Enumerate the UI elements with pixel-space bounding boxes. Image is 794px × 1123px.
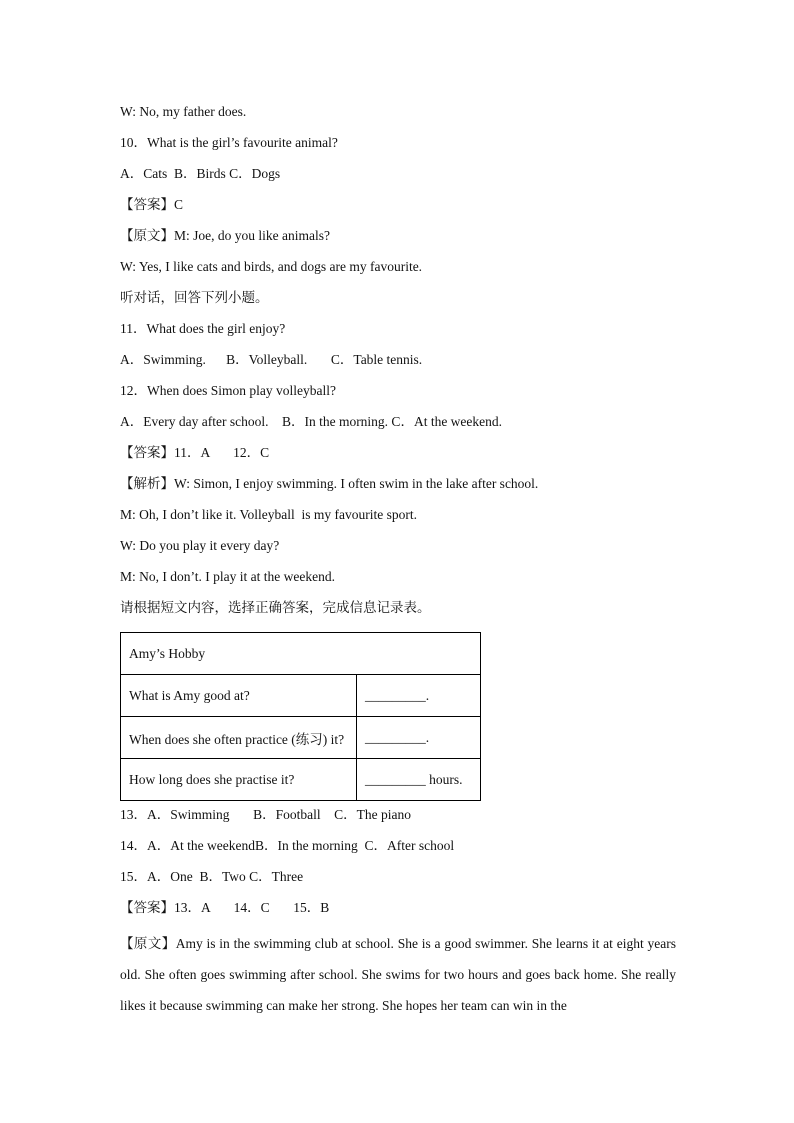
question-11: 11．What does the girl enjoy?: [120, 321, 286, 336]
table-title: Amy’s Hobby: [121, 633, 481, 675]
question-12: 12．When does Simon play volleyball?: [120, 383, 336, 398]
options-14: 14．A．At the weekendB．In the morning C．After school: [120, 838, 455, 853]
options-13: 13．A．Swimming B．Football C．The piano: [120, 807, 412, 822]
table-question-cell: What is Amy good at?: [121, 675, 357, 717]
info-record-table: [120, 632, 481, 801]
dialogue-line: M: No, I don’t. I play it at the weekend.: [120, 569, 335, 584]
options-10: A．Cats B．Birds C．Dogs: [120, 166, 281, 181]
table-answer-cell: _________ hours.: [356, 759, 480, 801]
table-row: [121, 675, 481, 717]
section-instruction: 听对话，回答下列小题。: [120, 290, 269, 305]
table-answer-cell: _________.: [356, 717, 480, 759]
document-content: [120, 101, 676, 1021]
options-12: A．Every day after school. B．In the morning. C．At the weekend.: [120, 414, 503, 429]
table-header-row: [121, 633, 481, 675]
table-question-cell: When does she often practice (练习) it?: [121, 717, 357, 759]
question-10: 10．What is the girl’s favourite animal?: [120, 135, 338, 150]
transcript-passage: 【原文】Amy is in the swimming club at school. She is a good swimmer. She learns it at eight years old. She often goes swimming after school. She swims for two hours and goes back home. She really likes it because swimming can make her strong. She hopes her team can win in the: [120, 936, 676, 1013]
analysis-11-12: 【解析】W: Simon, I enjoy swimming. I often swim in the lake after school.: [120, 476, 539, 491]
table-question-cell: How long does she practise it?: [121, 759, 357, 801]
section-instruction: 请根据短文内容，选择正确答案，完成信息记录表。: [120, 600, 431, 615]
options-11: A．Swimming. B．Volleyball. C．Table tennis.: [120, 352, 423, 367]
answer-10: 【答案】C: [120, 197, 184, 212]
table-row: [121, 759, 481, 801]
answer-13-15: 【答案】13．A 14．C 15．B: [120, 900, 330, 915]
dialogue-line: W: No, my father does.: [120, 104, 247, 119]
transcript-10: 【原文】M: Joe, do you like animals?: [120, 228, 330, 243]
dialogue-line: W: Do you play it every day?: [120, 538, 280, 553]
dialogue-line: M: Oh, I don’t like it. Volleyball is my favourite sport.: [120, 507, 417, 522]
table-answer-cell: _________.: [356, 675, 480, 717]
table-row: [121, 717, 481, 759]
answer-11-12: 【答案】11．A 12．C: [120, 445, 270, 460]
options-15: 15．A．One B．Two C．Three: [120, 869, 304, 884]
dialogue-line: W: Yes, I like cats and birds, and dogs are my favourite.: [120, 259, 423, 274]
